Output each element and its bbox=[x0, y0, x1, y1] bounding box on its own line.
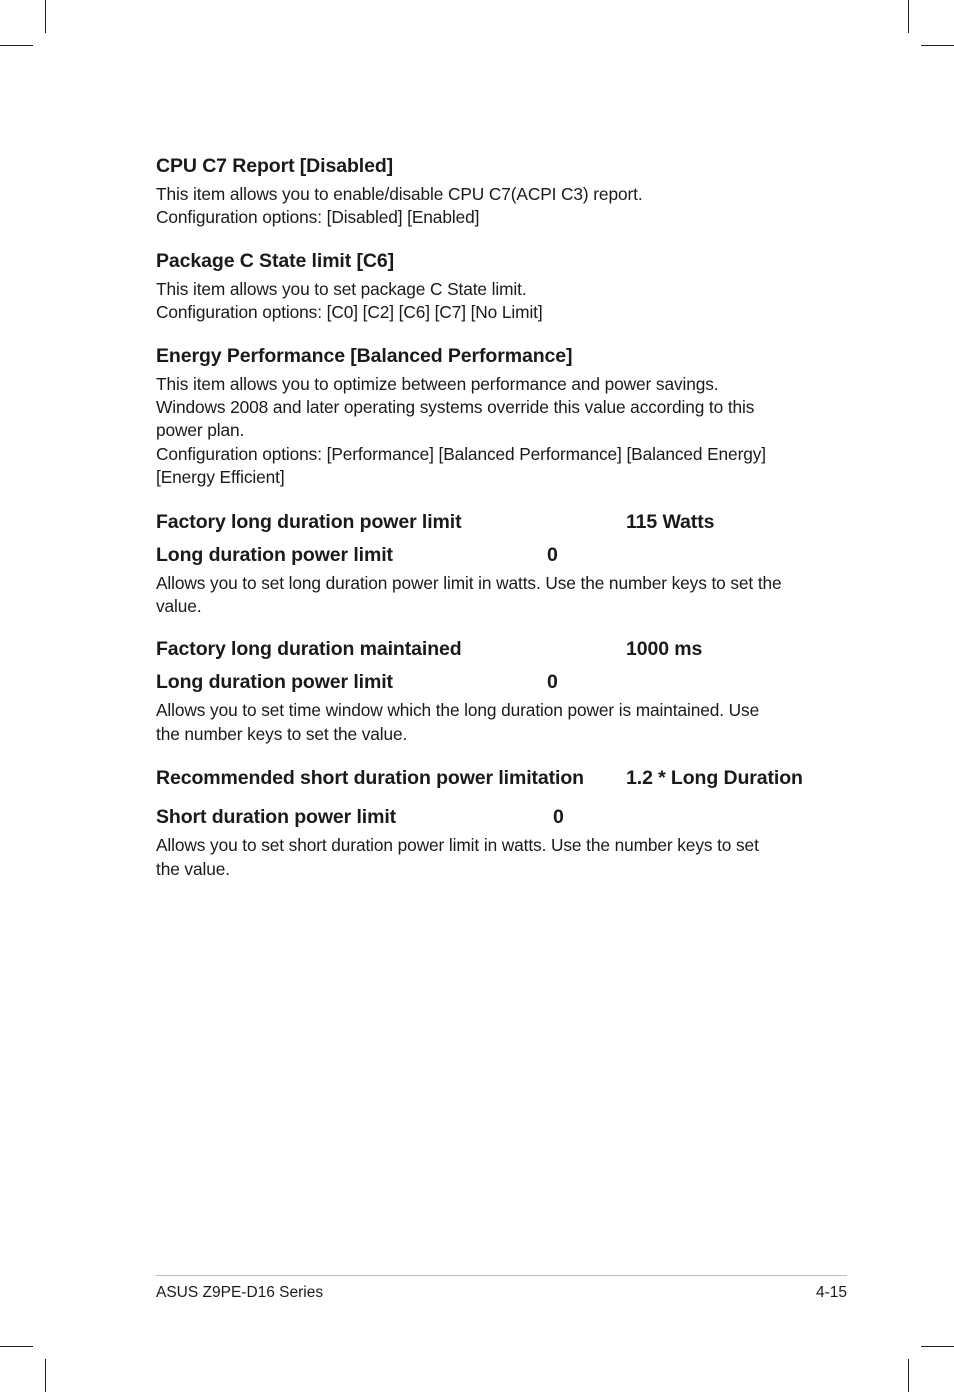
section-description: This item allows you to set package C State limit. Configuration options: [C0] [C2] [C6] [C7] [No Limit] bbox=[156, 278, 543, 323]
item-value: 0 bbox=[547, 543, 558, 566]
item-label: Long duration power limit bbox=[156, 671, 393, 694]
section-cpu-c7-report bbox=[156, 154, 816, 230]
crop-mark bbox=[0, 45, 33, 46]
section-description: This item allows you to optimize between performance and power savings. Windows 2008 and later operating systems override this value according to this power plan. Configuration options: [Performance] [Balanced Performance] [Balanced Energy] [Energy Efficient] bbox=[156, 373, 766, 488]
footer-divider bbox=[156, 1275, 847, 1276]
long-duration-power-limit bbox=[156, 670, 816, 694]
section-package-c-state bbox=[156, 249, 816, 325]
item-value: 0 bbox=[553, 806, 564, 829]
section-long-duration-power-limit bbox=[156, 543, 816, 619]
section-energy-performance bbox=[156, 344, 816, 490]
item-label: Short duration power limit bbox=[156, 806, 397, 829]
section-description: Allows you to set short duration power limit in watts. Use the number keys to set the value. bbox=[156, 835, 759, 879]
item-label: Factory long duration maintained bbox=[156, 638, 462, 661]
crop-mark bbox=[921, 45, 954, 46]
section-short-duration-power-limit bbox=[156, 805, 816, 881]
crop-mark bbox=[908, 0, 909, 33]
section-heading: Energy Performance [Balanced Performance] bbox=[156, 344, 573, 367]
factory-long-duration-power-limit bbox=[156, 510, 816, 534]
section-description: This item allows you to enable/disable CPU C7(ACPI C3) report. Configuration options: [Disabled] [Enabled] bbox=[156, 184, 643, 228]
factory-long-duration-maintained bbox=[156, 637, 816, 661]
item-value: 0 bbox=[547, 671, 558, 694]
crop-mark bbox=[908, 1359, 909, 1392]
item-label: Factory long duration power limit bbox=[156, 510, 462, 533]
crop-mark bbox=[45, 0, 46, 33]
footer-product-name: ASUS Z9PE-D16 Series bbox=[156, 1284, 324, 1301]
long-duration-power-limit bbox=[156, 543, 816, 567]
section-heading: Package C State limit [C6] bbox=[156, 249, 394, 272]
item-label: Recommended short duration power limitation bbox=[156, 767, 584, 790]
item-value: 1000 ms bbox=[626, 638, 703, 661]
crop-mark bbox=[921, 1346, 954, 1347]
section-description: Allows you to set long duration power limit in watts. Use the number keys to set the value. bbox=[156, 572, 782, 617]
section-description: Allows you to set time window which the long duration power is maintained. Use the number keys to set the value. bbox=[156, 700, 760, 744]
recommended-short-duration-power-limitation bbox=[156, 766, 816, 790]
item-label: Long duration power limit bbox=[156, 543, 393, 566]
page-content bbox=[156, 154, 816, 881]
crop-mark bbox=[45, 1359, 46, 1392]
item-value: 115 Watts bbox=[626, 510, 715, 533]
section-heading: CPU C7 Report [Disabled] bbox=[156, 155, 394, 177]
crop-mark bbox=[0, 1346, 33, 1347]
section-long-duration-time-window bbox=[156, 670, 816, 746]
item-value: 1.2 * Long Duration bbox=[626, 767, 803, 790]
short-duration-power-limit bbox=[156, 805, 816, 829]
footer-page-number: 4-15 bbox=[815, 1284, 847, 1301]
